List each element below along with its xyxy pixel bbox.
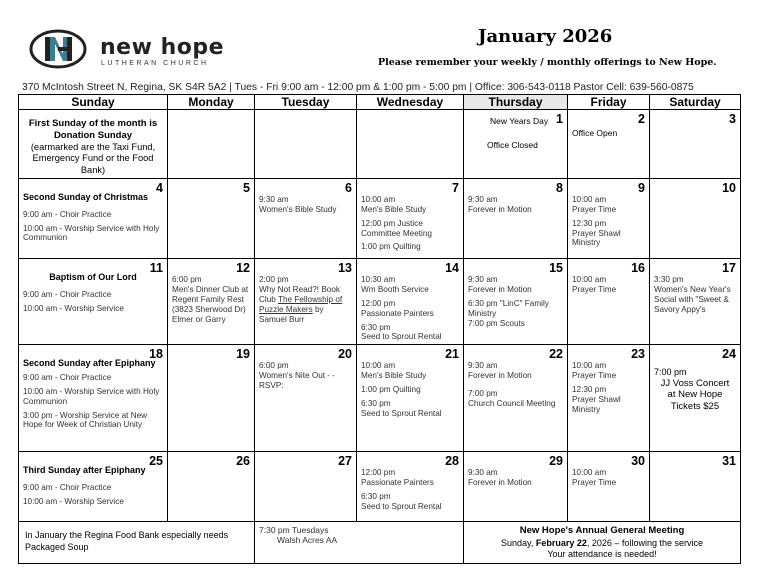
day-cell-22 [464, 345, 568, 452]
day-number: 11 [149, 261, 163, 276]
event-forever-in-motion: Forever in Motion [468, 371, 532, 381]
event-time: 6:30 pm [361, 491, 391, 501]
day-cell-31 [650, 452, 741, 522]
day-cell-13 [255, 259, 357, 345]
day-number: 26 [236, 454, 250, 469]
weekday-thursday: Thursday [464, 95, 568, 110]
brand-name: new hope [100, 35, 225, 60]
event-prayer-shawl: Prayer Shawl Ministry [572, 228, 621, 248]
day-number: 1 [556, 112, 563, 126]
event-mens-dinner-club: Men's Dinner Club at Regent Family Rest (3823 Sherwood Dr) [172, 285, 249, 314]
event-scouts: 7:00 pm Scouts [468, 318, 525, 328]
aa-location: Walsh Acres AA [277, 535, 338, 546]
day-number: 28 [445, 454, 459, 469]
event-wm-booth-service: Wm Booth Service [361, 285, 429, 295]
event-justice-committee: 12:00 pm Justice Committee Meeting [361, 218, 432, 238]
event-time: 10:00 am [572, 468, 607, 478]
donation-sunday-note: (earmarked are the Taxi Fund, Emergency Fund or the Food Bank) [30, 141, 156, 175]
agm-date: February 22 [535, 537, 587, 548]
event-time: 10:00 am [572, 361, 607, 371]
day-number: 12 [236, 261, 250, 276]
day-cell-donation-note [19, 110, 168, 179]
event-prayer-time: Prayer Time [572, 204, 617, 214]
day-cell-1 [464, 110, 568, 179]
event-time: 10:00 am [572, 195, 607, 204]
day-cell-5 [168, 179, 255, 259]
event-time: 10:00 am [361, 195, 396, 204]
day-number: 25 [149, 454, 163, 469]
event-linc-family-ministry: 6:30 pm "LinC" Family Ministry [468, 298, 549, 318]
event-time: 9:30 am [468, 468, 498, 478]
event-time: 12:30 pm [572, 384, 607, 394]
day-cell-17 [650, 259, 741, 345]
event-time: 6:00 pm [259, 361, 289, 371]
weekday-monday: Monday [168, 95, 255, 110]
day-cell-empty [168, 110, 255, 179]
event-quilting: 1:00 pm Quilting [361, 242, 421, 252]
event-time: 10:30 am [361, 275, 396, 285]
brand-subtitle: LUTHERAN CHURCH [101, 60, 209, 67]
day-cell-9 [568, 179, 650, 259]
event-choir-practice: 9:00 am - Choir Practice [23, 373, 112, 383]
event-time: 10:00 am [361, 361, 396, 371]
event-time: 7:00 pm [468, 388, 498, 398]
day-number: 15 [549, 261, 563, 276]
day-cell-18 [19, 345, 168, 452]
day-number: 21 [445, 347, 459, 362]
day-number: 18 [149, 347, 163, 362]
event-quilting: 1:00 pm Quilting [361, 384, 421, 394]
event-office-open: Office Open [572, 128, 618, 138]
event-womens-social: Women's New Year's Social with "Sweet & Savory Appy's [654, 285, 731, 314]
event-prayer-time: Prayer Time [572, 371, 617, 381]
event-time: 9:30 am [259, 195, 289, 204]
event-time: 9:30 am [468, 275, 498, 285]
book-title: The Fellowship of Puzzle Makers [259, 294, 343, 314]
food-bank-note: In January the Regina Food Bank especially needs Packaged Soup [25, 530, 229, 552]
day-number: 13 [338, 261, 352, 276]
event-prayer-time: Prayer Time [572, 478, 617, 488]
day-number: 30 [631, 454, 645, 469]
day-cell-26 [168, 452, 255, 522]
event-forever-in-motion: Forever in Motion [468, 478, 532, 488]
week-row-4 [19, 345, 741, 452]
event-christian-unity-service: 3:00 pm - Worship Service at New Hope for Week of Christian Unity [23, 410, 148, 430]
day-number: 31 [722, 454, 736, 469]
day-number: 3 [729, 112, 736, 126]
event-worship-service: 10:00 am - Worship Service [23, 496, 124, 506]
day-number: 20 [338, 347, 352, 362]
church-logo-icon [28, 28, 88, 70]
event-time: 2:00 pm [259, 275, 289, 285]
event-time: 7:00 pm [654, 367, 687, 378]
week-row-3 [19, 259, 741, 345]
sunday-title: Third Sunday after Epiphany [23, 465, 146, 476]
aa-time: 7:30 pm Tuesdays [259, 525, 329, 536]
event-time: 12:00 pm [361, 298, 396, 308]
day-number: 8 [556, 181, 563, 195]
day-number: 4 [156, 181, 163, 195]
day-cell-4 [19, 179, 168, 259]
event-passionate-painters: Passionate Painters [361, 308, 434, 318]
day-cell-27 [255, 452, 357, 522]
day-number: 24 [722, 347, 736, 362]
event-jj-voss-concert: JJ Voss Concert at New Hope Tickets $25 [660, 378, 730, 412]
event-seed-to-sprout: Seed to Sprout Rental [361, 408, 442, 418]
day-number: 9 [638, 181, 645, 195]
food-bank-note-cell [19, 522, 255, 564]
day-number: 14 [445, 261, 459, 276]
day-number: 27 [338, 454, 352, 469]
agm-cell [464, 522, 741, 564]
day-cell-3 [650, 110, 741, 179]
book-author: by Samuel Burr [259, 304, 324, 324]
sunday-title: Second Sunday after Epiphany [23, 358, 156, 369]
event-forever-in-motion: Forever in Motion [468, 204, 532, 214]
event-passionate-painters: Passionate Painters [361, 478, 434, 488]
weekday-friday: Friday [568, 95, 650, 110]
aa-note-cell [255, 522, 464, 564]
sunday-title: Second Sunday of Christmas [23, 192, 149, 202]
day-number: 5 [243, 181, 250, 195]
event-time: 6:00 pm [172, 275, 202, 285]
agm-attendance: Your attendance is needed! [547, 549, 657, 560]
event-choir-practice: 9:00 am - Choir Practice [23, 290, 112, 300]
agm-day: Sunday, [501, 537, 534, 548]
footer-row [19, 522, 741, 564]
event-prayer-shawl: Prayer Shawl Ministry [572, 394, 621, 414]
event-contact: Elmer or Garry [172, 314, 226, 324]
day-cell-16 [568, 259, 650, 345]
day-cell-24 [650, 345, 741, 452]
day-cell-6 [255, 179, 357, 259]
day-cell-empty [255, 110, 357, 179]
event-time: 10:00 am [572, 275, 607, 285]
event-time: 12:30 pm [572, 218, 607, 228]
day-cell-20 [255, 345, 357, 452]
donation-sunday-title: First Sunday of the month is Donation Sunday [28, 118, 158, 141]
day-number: 7 [452, 181, 459, 195]
week-row-2 [19, 179, 741, 259]
event-seed-to-sprout: Seed to Sprout Rental [361, 501, 442, 511]
day-cell-7 [357, 179, 464, 259]
day-cell-10 [650, 179, 741, 259]
event-time: 12:00 pm [361, 468, 396, 478]
day-cell-30 [568, 452, 650, 522]
event-mens-bible-study: Men's Bible Study [361, 204, 427, 214]
day-number: 16 [631, 261, 645, 276]
event-womens-bible-study: Women's Bible Study [259, 204, 337, 214]
day-number: 10 [722, 181, 736, 195]
day-number: 22 [549, 347, 563, 362]
day-cell-15 [464, 259, 568, 345]
event-time: 9:30 am [468, 195, 498, 204]
day-cell-8 [464, 179, 568, 259]
day-number: 2 [638, 112, 645, 126]
event-choir-practice: 9:00 am - Choir Practice [23, 209, 112, 219]
agm-detail: , 2026 – following the service [586, 537, 703, 548]
day-cell-empty [357, 110, 464, 179]
event-seed-to-sprout: Seed to Sprout Rental [361, 332, 442, 342]
day-cell-21 [357, 345, 464, 452]
event-book-club: Why Not Read?! Book Club [259, 285, 341, 304]
sunday-title: Baptism of Our Lord [49, 272, 137, 283]
day-cell-11 [19, 259, 168, 345]
event-forever-in-motion: Forever in Motion [468, 285, 532, 295]
event-choir-practice: 9:00 am - Choir Practice [23, 483, 112, 493]
event-worship-service: 10:00 am - Worship Service with Holy Communion [23, 386, 160, 406]
day-cell-23 [568, 345, 650, 452]
day-cell-12 [168, 259, 255, 345]
event-office-closed: Office Closed [487, 140, 538, 151]
event-worship-service: 10:00 am - Worship Service with Holy Communion [23, 223, 160, 243]
contact-line: 370 McIntosh Street N, Regina, SK S4R 5A2 | Tues - Fri 9:00 am - 12:00 pm & 1:00 pm - 5:00 pm | Office: 306-543-0118 Pastor Cell: 639-560-0875 [22, 82, 694, 93]
week-row-5 [19, 452, 741, 522]
event-time: 3:30 pm [654, 275, 684, 285]
event-time: 9:30 am [468, 361, 498, 371]
day-cell-19 [168, 345, 255, 452]
day-cell-25 [19, 452, 168, 522]
event-church-council: Church Council Meeting [468, 398, 556, 408]
event-new-years-day: New Years Day [490, 116, 549, 126]
day-cell-14 [357, 259, 464, 345]
event-womens-nite-out: Women's Nite Out - - RSVP: [259, 371, 336, 390]
weekday-tuesday: Tuesday [255, 95, 357, 110]
weekday-saturday: Saturday [650, 95, 741, 110]
day-cell-29 [464, 452, 568, 522]
event-time: 6:30 pm [361, 398, 391, 408]
day-number: 29 [549, 454, 563, 469]
day-number: 17 [722, 261, 736, 276]
weekday-sunday: Sunday [19, 95, 168, 110]
event-mens-bible-study: Men's Bible Study [361, 371, 427, 381]
day-cell-2 [568, 110, 650, 179]
day-number: 23 [631, 347, 645, 362]
day-number: 19 [236, 347, 250, 362]
offering-reminder: Please remember your weekly / monthly offerings to New Hope. [378, 57, 717, 68]
weekday-wednesday: Wednesday [357, 95, 464, 110]
day-number: 6 [345, 181, 352, 195]
event-worship-service: 10:00 am - Worship Service [23, 303, 124, 313]
month-title: January 2026 [478, 26, 613, 47]
event-time: 6:30 pm [361, 322, 391, 332]
agm-title: New Hope's Annual General Meeting [519, 525, 685, 537]
calendar-grid [18, 94, 741, 564]
event-prayer-time: Prayer Time [572, 285, 617, 295]
week-row-1 [19, 110, 741, 179]
weekday-header-row [19, 95, 741, 110]
day-cell-28 [357, 452, 464, 522]
